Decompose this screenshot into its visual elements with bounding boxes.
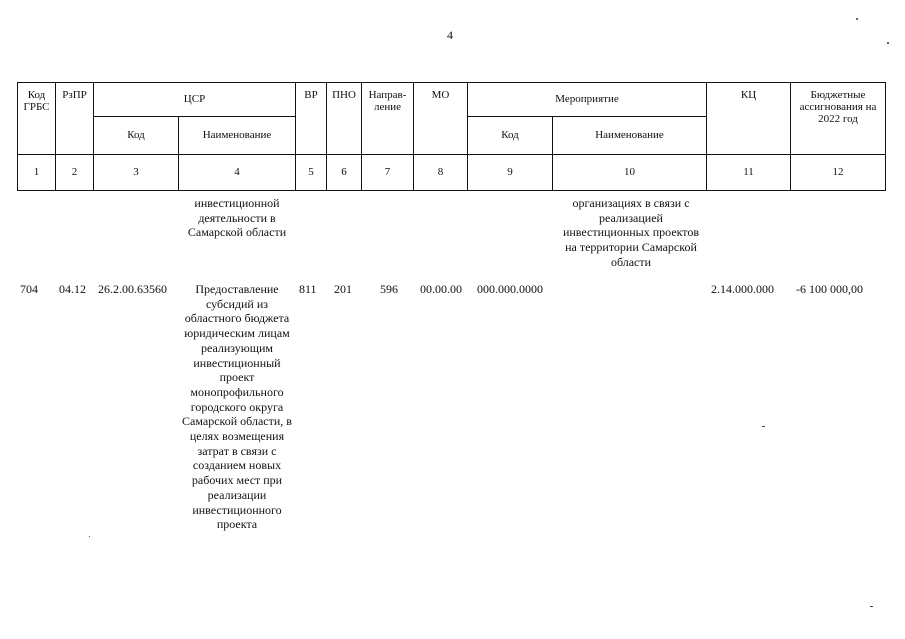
col-number-12: 12 — [791, 155, 886, 191]
header-table — [17, 82, 886, 191]
header-csr-name: Наименование — [179, 117, 296, 155]
col-number-1: 1 — [18, 155, 56, 191]
col-number-10: 10 — [553, 155, 707, 191]
col-number-5: 5 — [296, 155, 327, 191]
header-kc: КЦ — [707, 83, 791, 155]
header-meropriyatie: Мероприятие — [468, 83, 707, 117]
col-number-8: 8 — [414, 155, 468, 191]
row-napravlenie: 596 — [380, 282, 398, 296]
row-kod-grbs: 704 — [20, 282, 38, 296]
header-mer-name: Наименование — [553, 117, 707, 155]
col-number-6: 6 — [327, 155, 362, 191]
scan-speck — [762, 426, 765, 427]
row-csr-name: Предоставление субсидий из областного бюджета юридическим лицам реализующим инвестиционный проект монопрофильного городского округа Самарской области, в целях возмещения затрат в связи с созданием новых рабочих мест при реализации инвестиционного проекта — [182, 282, 292, 532]
row-mo: 00.00.00 — [420, 282, 462, 296]
header-rzpr: РзПР — [56, 83, 94, 155]
scan-speck — [887, 42, 889, 44]
col-number-7: 7 — [362, 155, 414, 191]
meropriyatie-name-continuation: организациях в связи с реализацией инвестиционных проектов на территории Самарской области — [562, 196, 700, 269]
header-csr: ЦСР — [94, 83, 296, 117]
col-number-11: 11 — [707, 155, 791, 191]
col-number-2: 2 — [56, 155, 94, 191]
scan-speck — [89, 536, 90, 537]
col-number-4: 4 — [179, 155, 296, 191]
row-rzpr: 04.12 — [59, 282, 86, 296]
row-pno: 201 — [334, 282, 352, 296]
row-meropriyatie-kod: 000.000.0000 — [477, 282, 543, 296]
row-csr-kod: 26.2.00.63560 — [98, 282, 167, 296]
row-vr: 811 — [299, 282, 317, 296]
page-number: 4 — [447, 28, 453, 42]
header-budget: Бюджетные ассигнования на 2022 год — [791, 83, 886, 155]
header-kod-grbs: Код ГРБС — [18, 83, 56, 155]
header-napravlenie: Направ-ление — [362, 83, 414, 155]
header-vr: ВР — [296, 83, 327, 155]
csr-name-continuation: инвестиционной деятельности в Самарской области — [187, 196, 287, 240]
row-kc: 2.14.000.000 — [711, 282, 774, 296]
header-mo: МО — [414, 83, 468, 155]
header-mer-kod: Код — [468, 117, 553, 155]
header-pno: ПНО — [327, 83, 362, 155]
scan-speck — [856, 18, 858, 20]
row-budget: -6 100 000,00 — [796, 282, 863, 296]
col-number-9: 9 — [468, 155, 553, 191]
scan-speck — [870, 606, 873, 607]
col-number-3: 3 — [94, 155, 179, 191]
header-csr-kod: Код — [94, 117, 179, 155]
